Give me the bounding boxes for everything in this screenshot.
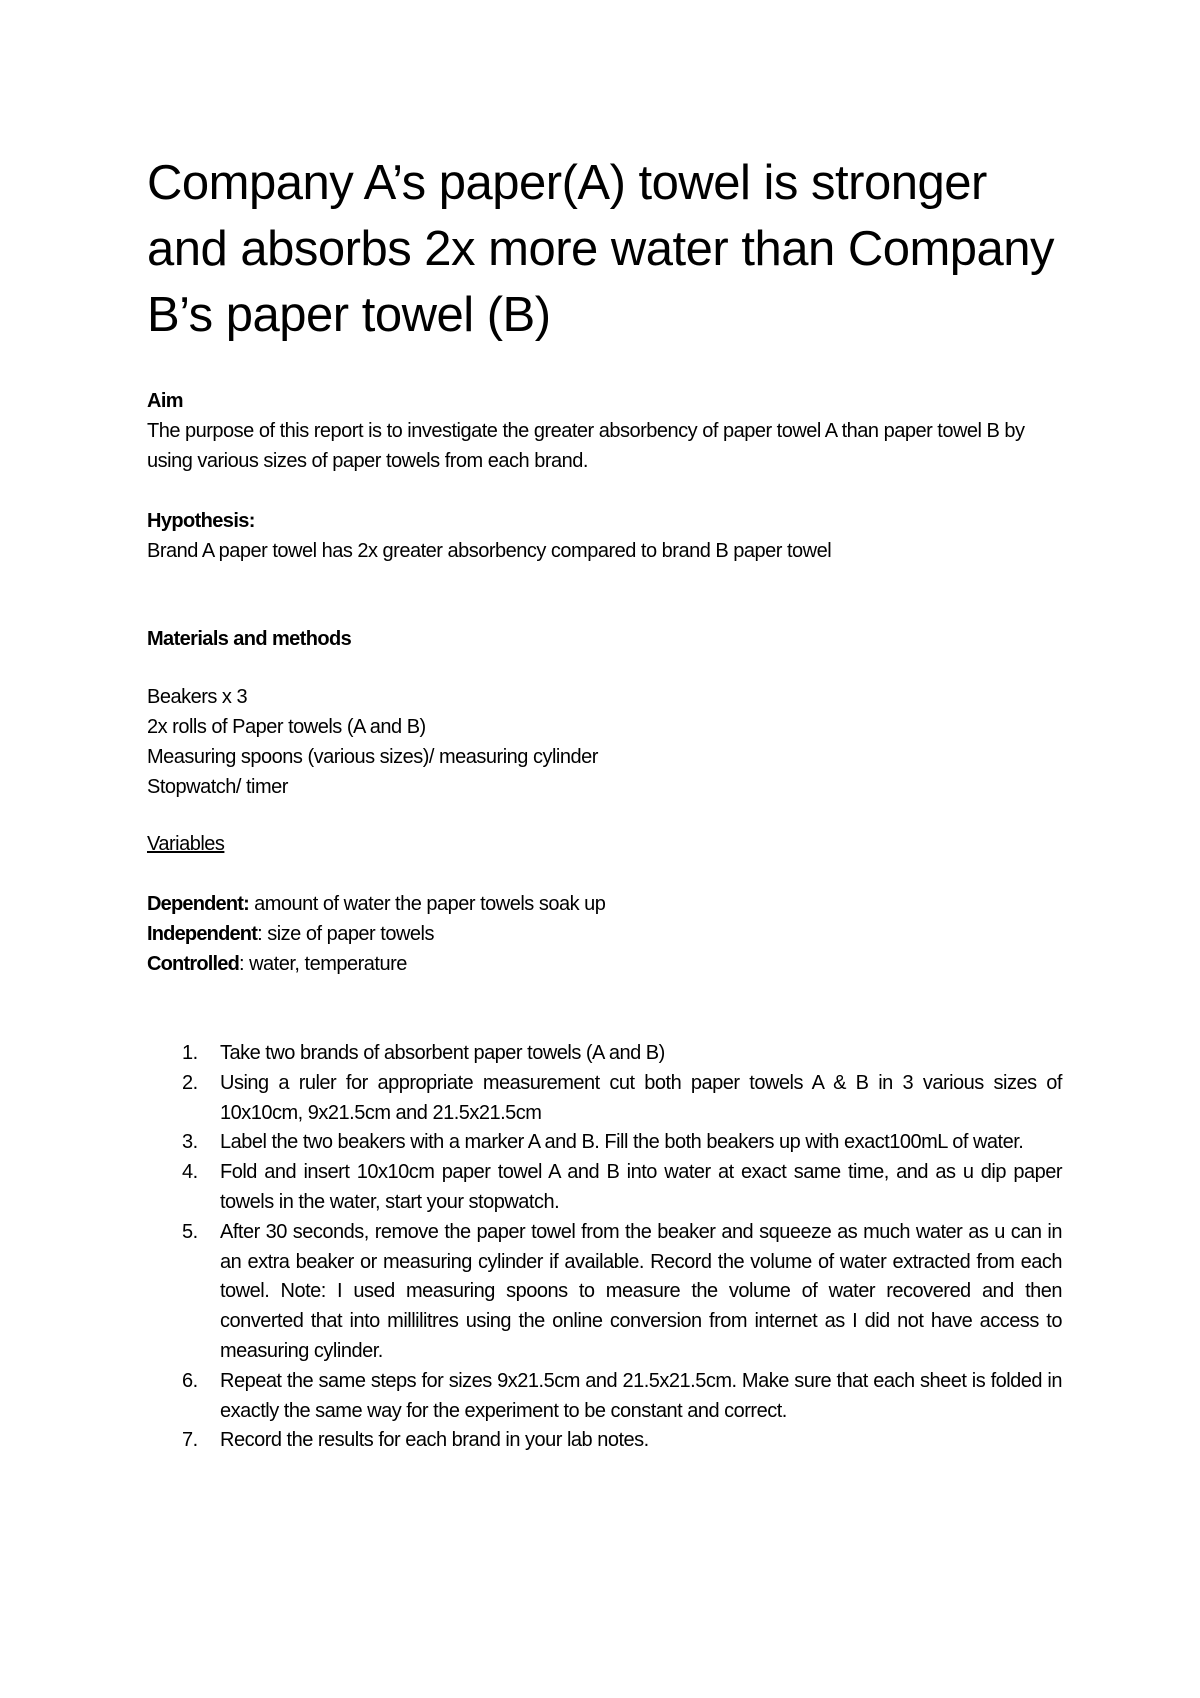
materials-item: Beakers x 3 — [147, 686, 248, 708]
step-text: After 30 seconds, remove the paper towel from the beaker and squeeze as much water as u can in an extra beaker or measuring cylinder if available. Record the volume of water extracted from each towel. Note: I used measuring spoons to measure the volume of water recovered and then converted that into millilitres using the online conversion from internet as I did not have access to measuring cylinder. — [220, 1220, 1062, 1362]
hypothesis-text: Brand A paper towel has 2x greater absorbency compared to brand B paper towel — [147, 540, 832, 562]
variables-heading: Variables — [147, 833, 225, 855]
dependent-text: amount of water the paper towels soak up — [249, 893, 606, 915]
step-item — [147, 1367, 1062, 1427]
step-item — [147, 1218, 1062, 1367]
step-text: Label the two beakers with a marker A and B. Fill the both beakers up with exact100mL of water. — [220, 1131, 1024, 1154]
aim-heading: Aim — [147, 390, 183, 412]
step-item — [147, 1128, 1062, 1158]
step-number: 6. — [182, 1369, 198, 1392]
variable-dependent — [147, 889, 1062, 919]
materials-item: Stopwatch/ timer — [147, 776, 288, 798]
hypothesis-heading: Hypothesis: — [147, 510, 255, 532]
step-item — [147, 1069, 1062, 1129]
materials-heading: Materials and methods — [147, 628, 352, 650]
document-title: Company A’s paper(A) towel is stronger and absorbs 2x more water than Company B’s paper towel (B) — [147, 156, 1055, 342]
step-text: Fold and insert 10x10cm paper towel A and B into water at exact same time, and as u dip paper towels in the water, start your stopwatch. — [220, 1161, 1062, 1213]
variable-independent — [147, 919, 1062, 949]
method-steps — [147, 1039, 1062, 1456]
controlled-text: : water, temperature — [239, 953, 407, 975]
dependent-label: Dependent: — [147, 893, 250, 915]
step-item — [147, 1039, 1062, 1069]
controlled-label: Controlled — [147, 953, 239, 975]
variables-list — [147, 889, 1062, 979]
step-number: 1. — [182, 1042, 198, 1064]
step-number: 2. — [182, 1071, 198, 1094]
independent-text: : size of paper towels — [257, 923, 434, 945]
step-text: Take two brands of absorbent paper towels (A and B) — [220, 1042, 665, 1064]
aim-text: The purpose of this report is to investigate the greater absorbency of paper towel A than paper towel B by using various sizes of paper towels from each brand. — [147, 420, 1025, 472]
step-number: 4. — [182, 1161, 198, 1184]
materials-item: 2x rolls of Paper towels (A and B) — [147, 716, 426, 738]
materials-item: Measuring spoons (various sizes)/ measuring cylinder — [147, 746, 598, 768]
step-text: Using a ruler for appropriate measurement cut both paper towels A & B in 3 various sizes of 10x10cm, 9x21.5cm and 21.5x21.5cm — [220, 1071, 1062, 1124]
step-number: 7. — [182, 1429, 198, 1452]
step-text: Record the results for each brand in your lab notes. — [220, 1429, 649, 1452]
independent-label: Independent — [147, 923, 258, 945]
step-item — [147, 1158, 1062, 1218]
step-number: 3. — [182, 1131, 198, 1154]
step-item — [147, 1426, 1062, 1456]
materials-list — [147, 682, 1062, 802]
step-text: Repeat the same steps for sizes 9x21.5cm and 21.5x21.5cm. Make sure that each sheet is folded in exactly the same way for the experiment to be constant and correct. — [220, 1369, 1062, 1422]
variable-controlled — [147, 949, 1062, 979]
step-number: 5. — [182, 1220, 198, 1243]
document-page — [147, 150, 1062, 1456]
